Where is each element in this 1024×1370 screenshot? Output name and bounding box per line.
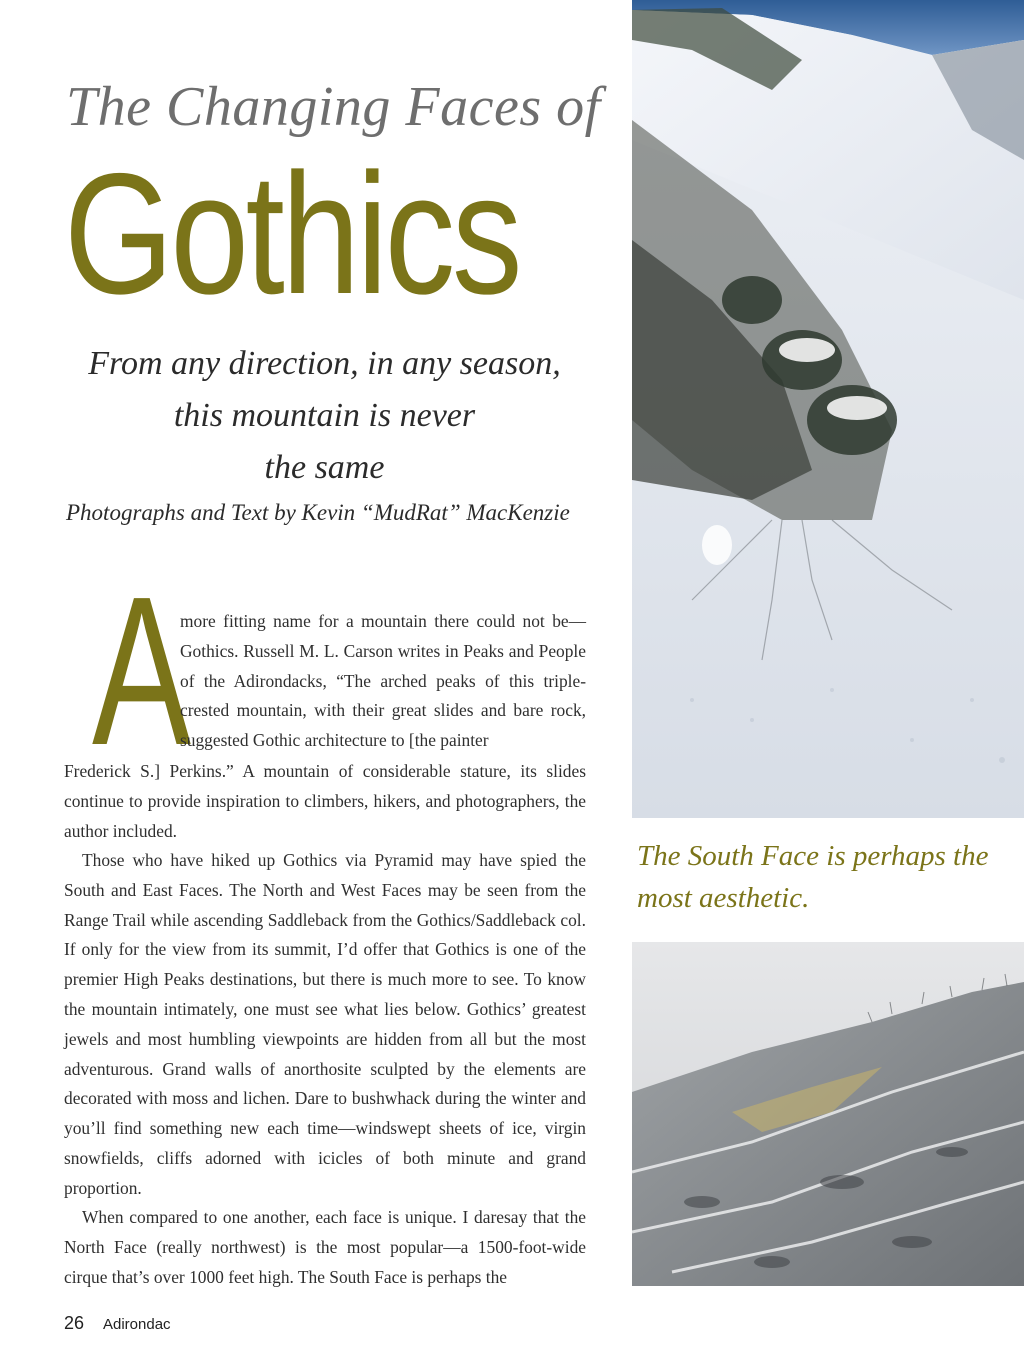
article-title-line1: The Changing Faces of: [66, 76, 601, 138]
byline: Photographs and Text by Kevin “MudRat” MacKenzie: [66, 500, 570, 525]
page-number: 26: [64, 1313, 85, 1333]
subtitle-line: this mountain is never: [173, 397, 476, 434]
photo-caption: The South Face is perhaps the most aesthetic.: [637, 840, 989, 914]
magazine-name: Adirondac: [103, 1316, 171, 1333]
photo-icy-rock-slab: [632, 942, 1024, 1286]
drop-cap: A: [92, 552, 191, 789]
article-subtitle: [62, 338, 587, 494]
photo-south-face-snow-slope: [632, 0, 1024, 818]
paragraph-1-continued: Frederick S.] Perkins.” A mountain of considerable stature, its slides continue to provide inspiration to climbers, hikers, and photographers, the author included.: [64, 761, 586, 841]
subtitle-line: the same: [264, 449, 385, 486]
subtitle-line: From any direction, in any season,: [88, 345, 561, 382]
paragraph-1-wrapped: more fitting name for a mountain there could not be—Gothics. Russell M. L. Carson writes in Peaks and People of the Adirondacks, “The arched peaks of this triple-crested mountain, with their great slides and bare rock, suggested Gothic architecture to [the painter: [180, 611, 586, 751]
paragraph-2: Those who have hiked up Gothics via Pyramid may have spied the South and East Faces. The North and West Faces may be seen from the Range Trail while ascending Saddleback from the Gothics/Saddleback col. If only for the view from its summit, I’d offer that Gothics is one of the premier High Peaks destinations, but there is much more to see. To know the mountain intimately, one must see what lies below. Gothics’ greatest jewels and most humbling viewpoints are hidden from all but the most adventurous. Grand walls of anorthosite sculpted by the elements are decorated with moss and lichen. Dare to bushwhack during the winter and you’ll find something new each time—windswept sheets of ice, virgin snowfields, cliffs adorned with icicles of both minute and grand proportion.: [64, 850, 586, 1198]
article-title-main: Gothics: [64, 138, 520, 330]
paragraph-3: When compared to one another, each face is unique. I daresay that the North Face (really northwest) is the most popular—a 1500-foot-wide cirque that’s over 1000 feet high. The South Face is perhaps the: [64, 1207, 586, 1287]
